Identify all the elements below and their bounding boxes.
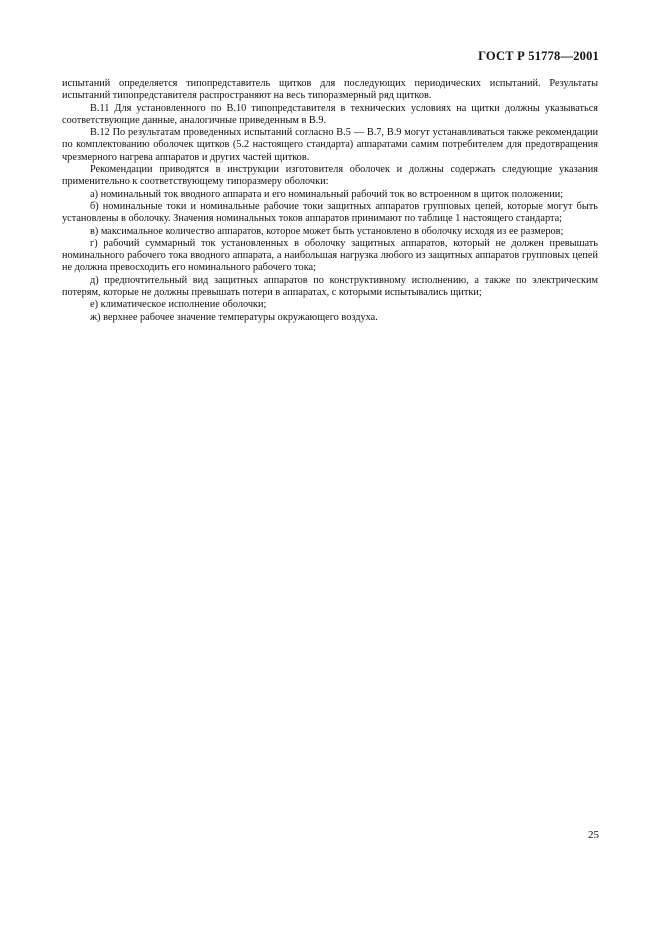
paragraph-b11: В.11 Для установленного по В.10 типопредставителя в технических условиях на щитки должны указываться соответствующие данные, аналогичные приведенным в В.9. xyxy=(62,102,598,126)
list-item-zh: ж) верхнее рабочее значение температуры окружающего воздуха. xyxy=(90,311,378,323)
paragraph-recommendations: Рекомендации приводятся в инструкции изготовителя оболочек и должны содержать следующие указания применительно к соответствующему типоразмеру оболочки: xyxy=(62,164,598,188)
list-item-e: е) климатическое исполнение оболочки; xyxy=(90,299,267,311)
list-item-a: а) номинальный ток вводного аппарата и его номинальный рабочий ток во встроенном в щиток положении; xyxy=(90,188,564,200)
list-item-v: в) максимальное количество аппаратов, которое может быть установлено в оболочку исходя из ее размеров; xyxy=(90,225,564,237)
page-number: 25 xyxy=(588,829,599,841)
document-body xyxy=(62,78,598,324)
paragraph-continuation: испытаний определяется типопредставитель щитков для последующих периодических испытаний. Результаты испытаний типопредставителя распространяют на весь типоразмерный ряд щитков. xyxy=(62,78,598,102)
list-item-b: б) номинальные токи и номинальные рабочие токи защитных аппаратов групповых цепей, которые могут быть установлены в оболочку. Значения номинальных токов аппаратов принимают по таблице 1 настоящего стандарта; xyxy=(62,200,598,225)
list-item-d: д) предпочтительный вид защитных аппаратов по конструктивному исполнению, а также по электрическим потерям, которые не должны превышать потери в аппаратах, с которыми испытывались щитки; xyxy=(62,274,598,299)
paragraph-b12: В.12 По результатам проведенных испытаний согласно В.5 — В.7, В.9 могут устанавливаться также рекомендации по комплектованию оболочек щитков (5.2 настоящего стандарта) аппаратами самим потребителем для предотвращения чрезмерного нагрева аппаратов и других частей щитков. xyxy=(62,127,598,163)
list-item-g: г) рабочий суммарный ток установленных в оболочку защитных аппаратов, который не должен превышать номинального рабочего тока вводного аппарата, а наибольшая нагрузка любого из защитных аппаратов групповых цепей не должна превосходить его номинального рабочего тока; xyxy=(62,237,598,274)
document-standard-header: ГОСТ Р 51778—2001 xyxy=(478,49,599,63)
